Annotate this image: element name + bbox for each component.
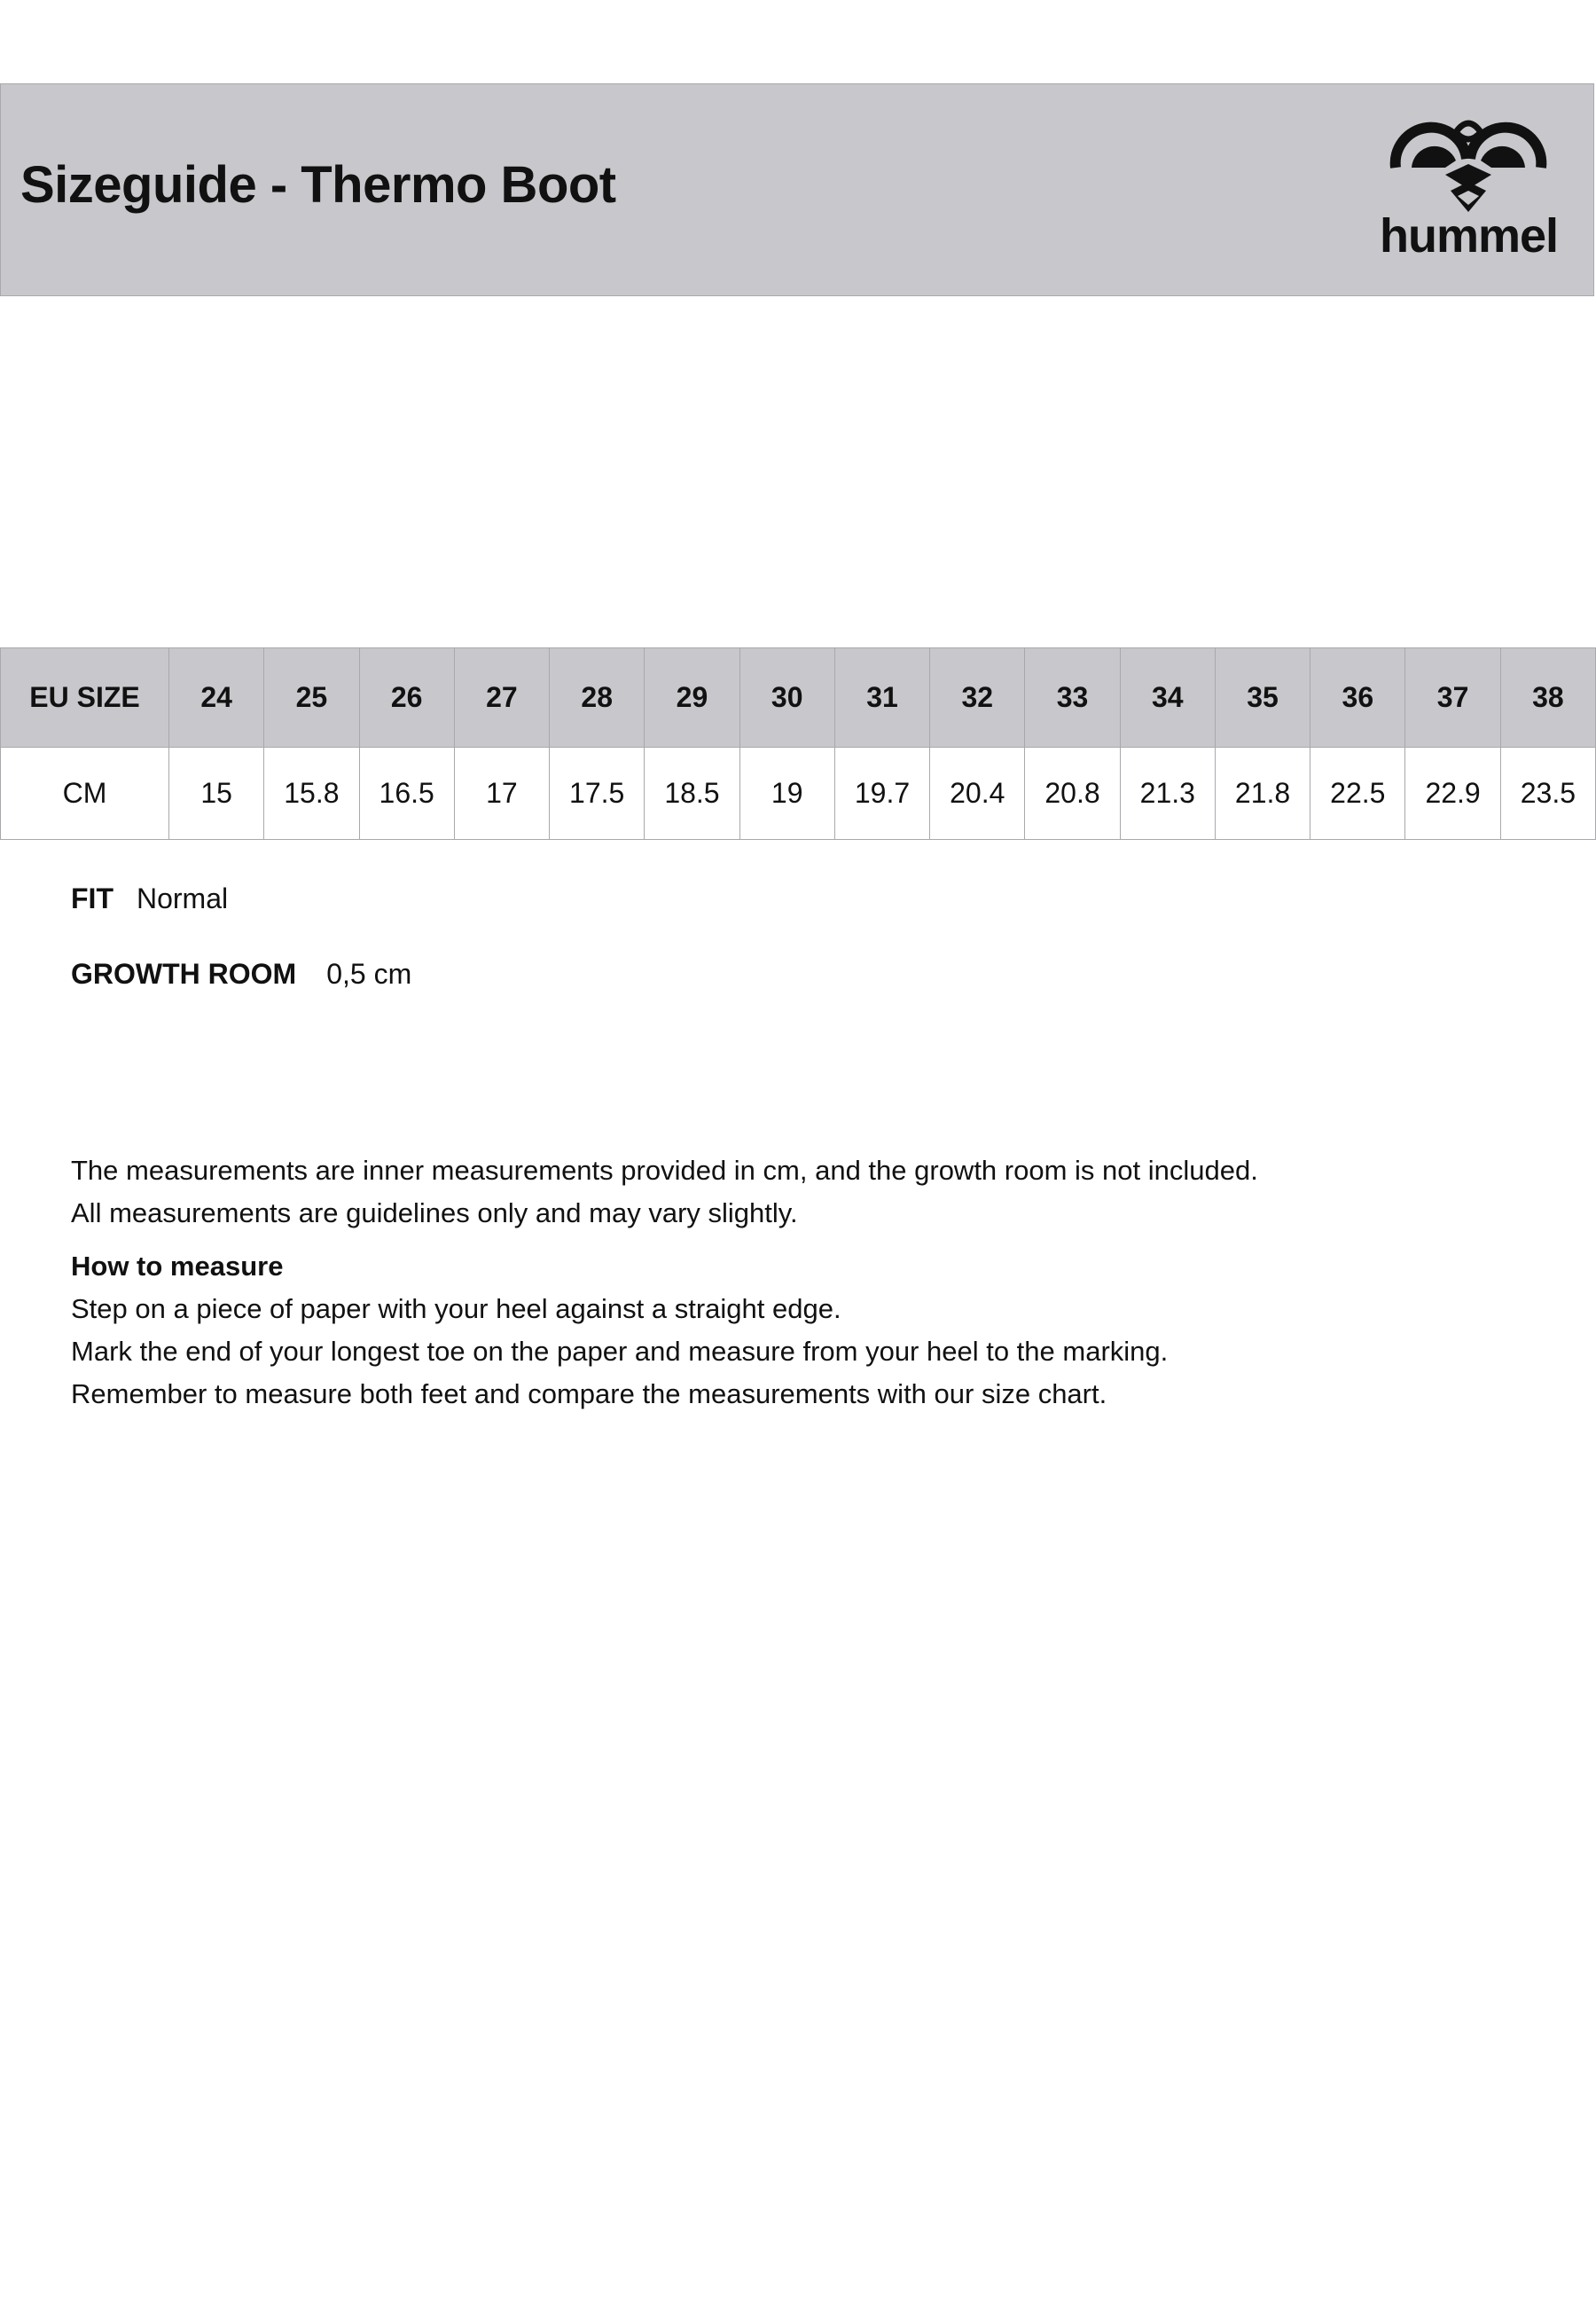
eu-size-cell: 32 — [930, 648, 1025, 748]
cm-cell: 22.5 — [1310, 748, 1405, 840]
cm-cell: 19 — [739, 748, 834, 840]
eu-size-cell: 35 — [1215, 648, 1310, 748]
cm-cell: 15 — [169, 748, 264, 840]
growth-room-spec — [71, 958, 411, 991]
note-line: All measurements are guidelines only and may vary slightly. — [71, 1197, 798, 1228]
measure-step: Step on a piece of paper with your heel against a straight edge. — [71, 1293, 841, 1324]
cm-cell: 19.7 — [834, 748, 929, 840]
cm-cell: 22.9 — [1405, 748, 1500, 840]
eu-size-cell: 25 — [264, 648, 359, 748]
page-title: Sizeguide - Thermo Boot — [20, 156, 616, 214]
eu-size-cell: 27 — [454, 648, 549, 748]
eu-size-row — [1, 648, 1596, 748]
logo-wordmark: hummel — [1380, 209, 1559, 263]
cm-cell: 17.5 — [550, 748, 645, 840]
cm-cell: 15.8 — [264, 748, 359, 840]
measure-step: Mark the end of your longest toe on the paper and measure from your heel to the marking. — [71, 1336, 1169, 1367]
cm-cell: 16.5 — [359, 748, 454, 840]
note-line: The measurements are inner measurements provided in cm, and the growth room is not included. — [71, 1155, 1258, 1186]
eu-size-cell: 38 — [1500, 648, 1595, 748]
cm-cell: 21.3 — [1120, 748, 1215, 840]
eu-size-cell: 30 — [739, 648, 834, 748]
eu-size-cell: 29 — [645, 648, 739, 748]
page-header — [0, 83, 1594, 296]
row-header-eu-size: EU SIZE — [1, 648, 169, 748]
eu-size-cell: 31 — [834, 648, 929, 748]
measure-step: Remember to measure both feet and compare the measurements with our size chart. — [71, 1378, 1107, 1409]
eu-size-cell: 33 — [1025, 648, 1120, 748]
growth-room-value: 0,5 cm — [326, 958, 412, 990]
eu-size-cell: 34 — [1120, 648, 1215, 748]
cm-cell: 20.4 — [930, 748, 1025, 840]
growth-room-label: GROWTH ROOM — [71, 958, 297, 990]
hummel-logo — [1380, 116, 1557, 271]
cm-cell: 23.5 — [1500, 748, 1595, 840]
cm-row — [1, 748, 1596, 840]
how-to-measure-heading: How to measure — [71, 1251, 284, 1282]
hummel-bee-icon — [1380, 116, 1557, 214]
measurement-notes — [71, 1149, 1258, 1416]
eu-size-cell: 28 — [550, 648, 645, 748]
fit-label: FIT — [71, 882, 113, 914]
cm-cell: 21.8 — [1215, 748, 1310, 840]
size-chart-table — [0, 647, 1596, 840]
cm-cell: 17 — [454, 748, 549, 840]
eu-size-cell: 37 — [1405, 648, 1500, 748]
eu-size-cell: 36 — [1310, 648, 1405, 748]
cm-cell: 18.5 — [645, 748, 739, 840]
eu-size-cell: 26 — [359, 648, 454, 748]
cm-cell: 20.8 — [1025, 748, 1120, 840]
row-header-cm: CM — [1, 748, 169, 840]
fit-value: Normal — [136, 882, 229, 914]
eu-size-cell: 24 — [169, 648, 264, 748]
fit-spec — [71, 882, 228, 915]
